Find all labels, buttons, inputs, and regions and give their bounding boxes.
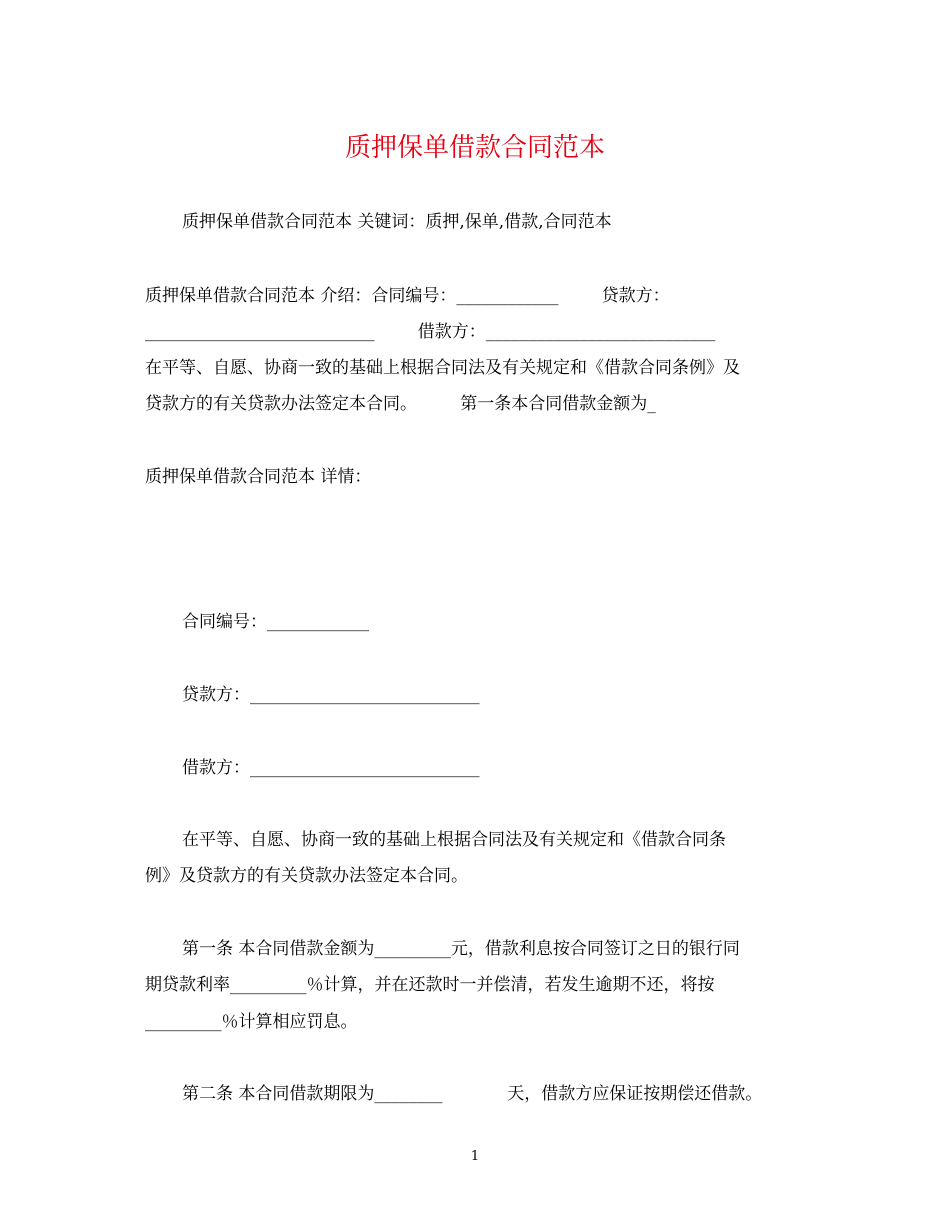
article-2-line-1: 第二条 本合同借款期限为________ 天，借款方应保证按期偿还借款。 — [182, 1084, 763, 1104]
contract-number-field: 合同编号：____________ — [182, 612, 369, 632]
intro-line-1: 质押保单借款合同范本 介绍：合同编号：____________ 贷款方： — [145, 286, 670, 306]
details-heading: 质押保单借款合同范本 详情： — [145, 467, 372, 487]
article-1-line-3: _________％计算相应罚息。 — [145, 1012, 358, 1032]
document-title: 质押保单借款合同范本 — [344, 133, 605, 163]
article-1-line-2: 期贷款利率_________％计算，并在还款时一并偿清，若发生逾期不还，将按 — [145, 975, 715, 995]
page-number: 1 — [470, 1149, 480, 1164]
preamble-line-1: 在平等、自愿、协商一致的基础上根据合同法及有关规定和《借款合同条 — [182, 830, 726, 850]
intro-line-3: 在平等、自愿、协商一致的基础上根据合同法及有关规定和《借款合同条例》及 — [145, 358, 740, 378]
preamble-line-2: 例》及贷款方的有关贷款办法签定本合同。 — [145, 866, 468, 886]
intro-line-4: 贷款方的有关贷款办法签定本合同。 第一条本合同借款金额为_ — [145, 394, 656, 414]
article-1-line-1: 第一条 本合同借款金额为_________元，借款利息按合同签订之日的银行同 — [182, 939, 740, 959]
keywords-line: 质押保单借款合同范本 关键词：质押,保单,借款,合同范本 — [182, 212, 612, 232]
lender-field: 贷款方：___________________________ — [182, 685, 480, 705]
intro-line-2: ___________________________ 借款方：___________________________ — [145, 322, 716, 342]
borrower-field: 借款方：___________________________ — [182, 758, 480, 778]
